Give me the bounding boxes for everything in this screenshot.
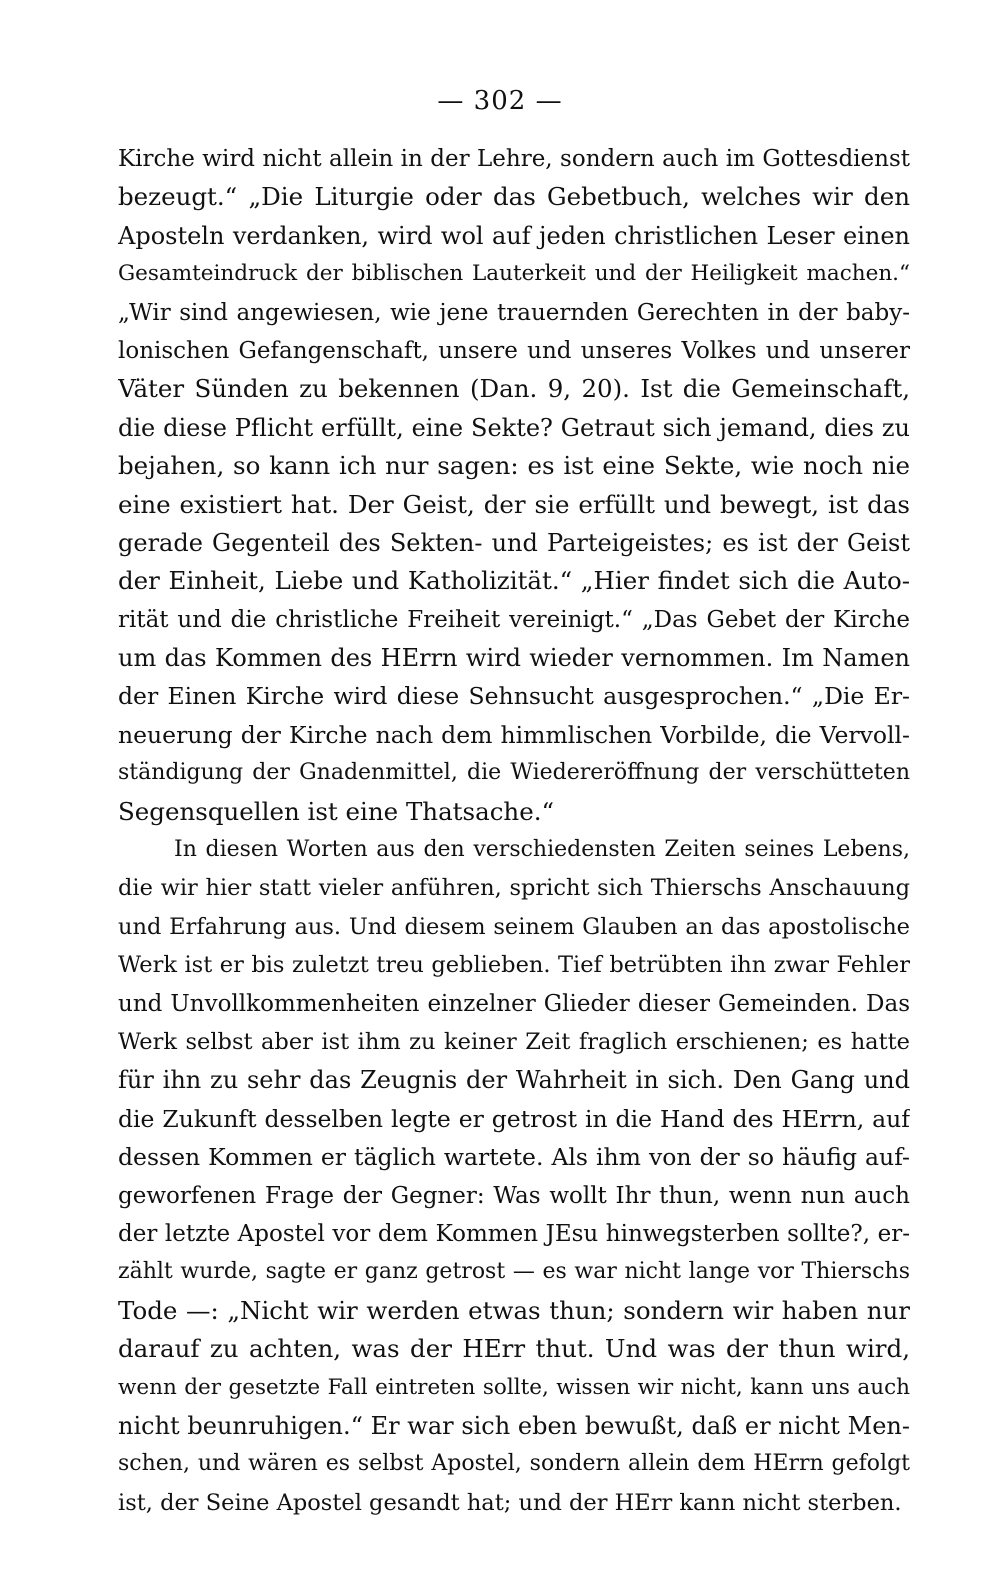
text-line: dessen Kommen er täglich wartete. Als ihm von der so häufig auf- [118, 1143, 910, 1172]
text-line: die Zukunft desselben legte er getrost in die Hand des HErrn, auf [118, 1104, 910, 1133]
text-line: die wir hier statt vieler anführen, spricht sich Thierschs Anschauung [118, 875, 910, 902]
text-line: zählt wurde, sagte er ganz getrost — es war nicht lange vor Thierschs [118, 1259, 910, 1285]
text-line: Werk ist er bis zuletzt treu geblieben. Tief betrübten ihn zwar Fehler [118, 952, 910, 979]
text-line: bejahen, so kann ich nur sagen: es ist eine Sekte, wie noch nie [118, 451, 910, 481]
text-line: eine existiert hat. Der Geist, der sie erfüllt und bewegt, ist das [118, 489, 910, 519]
text-line: der letzte Apostel vor dem Kommen JEsu hinwegsterben sollte?, er- [118, 1220, 910, 1247]
text-line: Kirche wird nicht allein in der Lehre, sondern auch im Gottesdienst [118, 146, 910, 172]
text-line: der Einen Kirche wird diese Sehnsucht ausgesprochen.“ „Die Er- [118, 682, 910, 711]
text-line: Väter Sünden zu bekennen (Dan. 9, 20). Ist die Gemeinschaft, [118, 374, 910, 404]
body-text [118, 140, 910, 1522]
text-line: darauf zu achten, was der HErr thut. Und was der thun wird, [118, 1334, 910, 1364]
text-line: gerade Gegenteil des Sekten- und Parteigeistes; es ist der Geist [118, 528, 910, 557]
text-line: lonischen Gefangenschaft, unsere und unseres Volkes und unserer [118, 337, 910, 364]
text-line: „Wir sind angewiesen, wie jene trauernden Gerechten in der baby- [118, 299, 910, 326]
text-line: der Einheit, Liebe und Katholizität.“ „Hier findet sich die Auto- [118, 566, 910, 596]
text-line: neuerung der Kirche nach dem himmlischen Vorbilde, die Vervoll- [118, 720, 910, 749]
text-line: Gesamteindruck der biblischen Lauterkeit und der Heiligkeit machen.“ [118, 261, 910, 287]
text-line: ist, der Seine Apostel gesandt hat; und der HErr kann nicht sterben. [118, 1489, 902, 1516]
text-line: schen, und wären es selbst Apostel, sondern allein dem HErrn gefolgt [118, 1451, 910, 1477]
text-line: geworfenen Frage der Gegner: Was wollt Ihr thun, wenn nun auch [118, 1182, 910, 1209]
page-number: — 302 — [437, 86, 563, 116]
text-line: nicht beunruhigen.“ Er war sich eben bewußt, daß er nicht Men- [118, 1411, 910, 1440]
text-line: die diese Pflicht erfüllt, eine Sekte? Getraut sich jemand, dies zu [118, 413, 910, 442]
text-line: Aposteln verdanken, wird wol auf jeden christlichen Leser einen [118, 221, 910, 250]
text-line: für ihn zu sehr das Zeugnis der Wahrheit in sich. Den Gang und [118, 1066, 910, 1095]
text-line: wenn der gesetzte Fall eintreten sollte, wissen wir nicht, kann uns auch [118, 1374, 910, 1400]
text-line: Segensquellen ist eine Thatsache.“ [118, 796, 555, 826]
text-line: und Erfahrung aus. Und diesem seinem Glauben an das apostolische [118, 913, 910, 940]
text-line: rität und die christliche Freiheit vereinigt.“ „Das Gebet der Kirche [118, 606, 910, 633]
text-line: um das Kommen des HErrn wird wieder vernommen. Im Namen [118, 644, 910, 673]
text-line: und Unvollkommenheiten einzelner Glieder dieser Gemeinden. Das [118, 990, 910, 1017]
text-line: Tode —: „Nicht wir werden etwas thun; sondern wir haben nur [118, 1295, 910, 1325]
text-line: Werk selbst aber ist ihm zu keiner Zeit fraglich erschienen; es hatte [118, 1028, 910, 1055]
text-line: In diesen Worten aus den verschiedensten Zeiten seines Lebens, [174, 837, 910, 863]
text-line: bezeugt.“ „Die Liturgie oder das Gebetbuch, welches wir den [118, 182, 910, 212]
text-line: ständigung der Gnadenmittel, die Wiedereröffnung der verschütteten [118, 760, 910, 786]
